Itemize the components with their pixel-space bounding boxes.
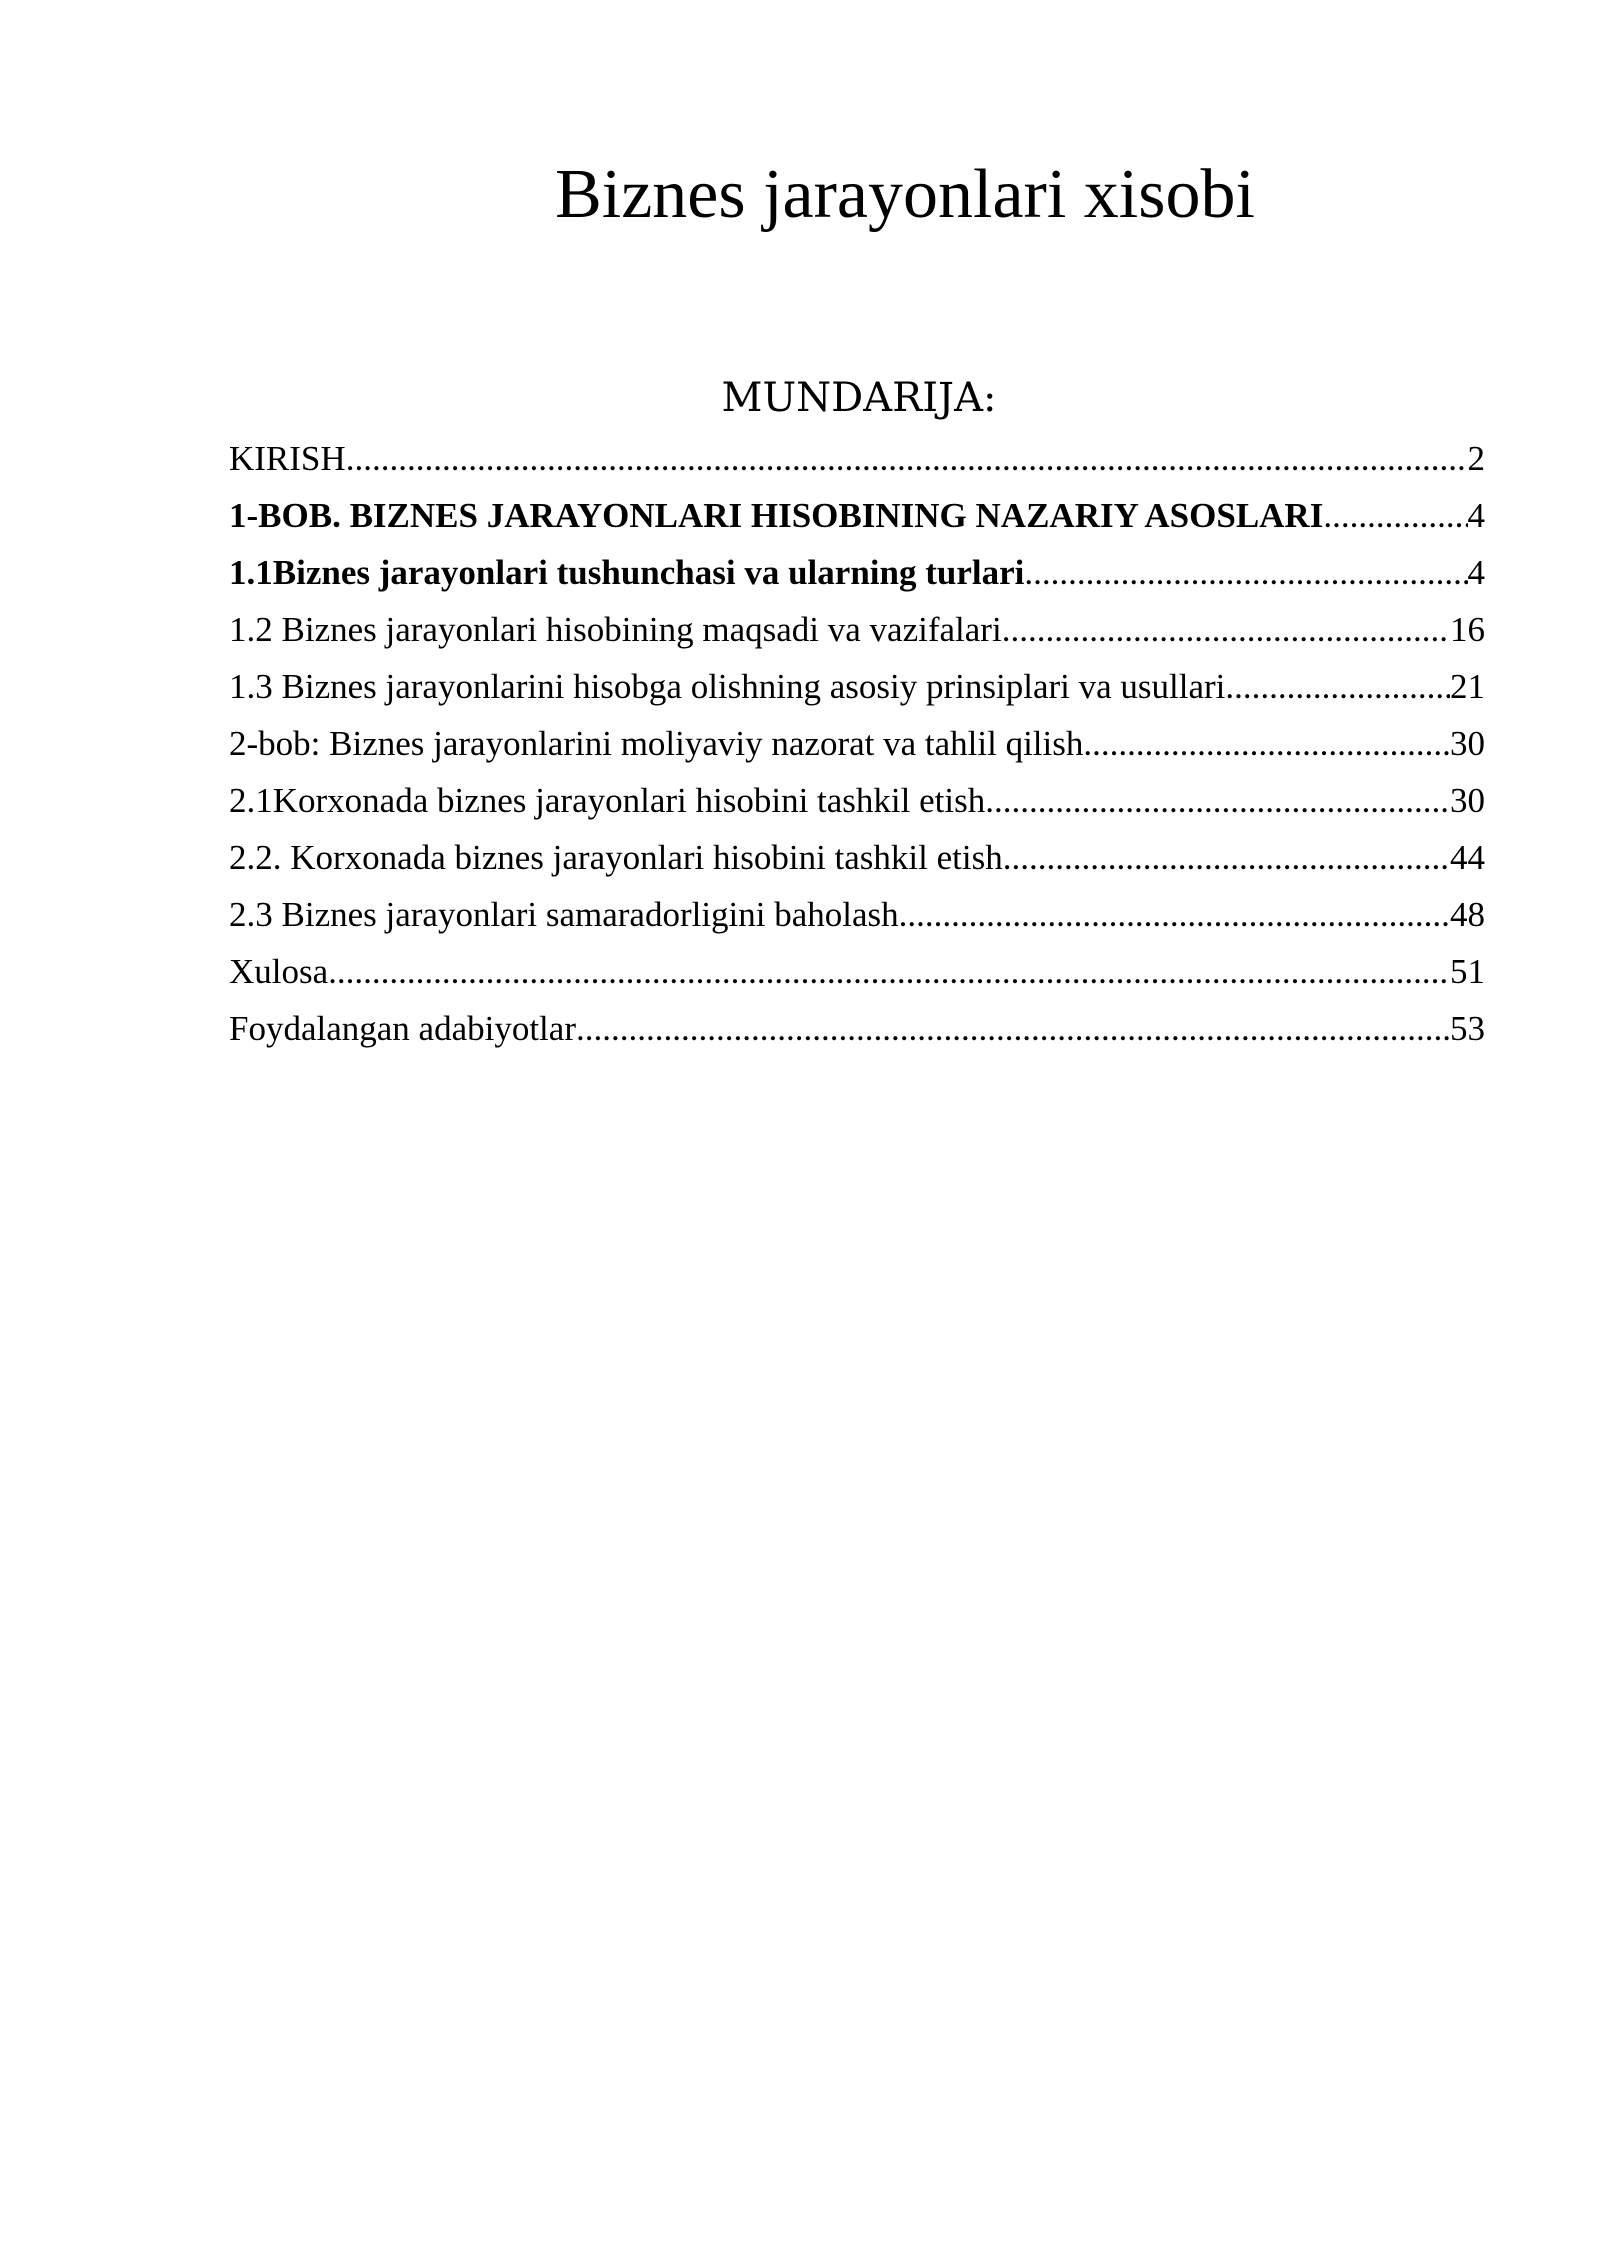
toc-entry xyxy=(229,772,1485,829)
toc-page-number: 53 xyxy=(1450,1009,1485,1048)
toc-entry xyxy=(229,658,1485,715)
toc-entry-title: Xulosa xyxy=(229,952,329,991)
toc-entry-title: 1.1Biznes jarayonlari tushunchasi va ularning turlari xyxy=(229,553,1025,592)
toc-dot-leader xyxy=(1225,658,1450,715)
toc-entry-title: Foydalangan adabiyotlar xyxy=(229,1009,576,1048)
toc-page-number: 30 xyxy=(1450,724,1485,763)
toc-entry xyxy=(229,601,1485,658)
toc-entry xyxy=(229,487,1485,544)
toc-dot-leader xyxy=(1024,544,1467,601)
toc-page-number: 16 xyxy=(1450,610,1485,649)
toc-entry-title: 2.1Korxonada biznes jarayonlari hisobini tashkil etish xyxy=(229,781,986,820)
toc-heading: MUNDARIJA: xyxy=(721,375,997,421)
toc-dot-leader xyxy=(1003,829,1450,886)
toc-dot-leader xyxy=(1323,487,1467,544)
toc-dot-leader xyxy=(1002,601,1450,658)
toc-dot-leader xyxy=(985,772,1450,829)
toc-page-number: 44 xyxy=(1450,838,1485,877)
table-of-contents xyxy=(229,430,1485,1057)
toc-page-number: 4 xyxy=(1467,553,1485,592)
toc-dot-leader xyxy=(576,1000,1450,1057)
toc-dot-leader xyxy=(346,430,1468,487)
toc-entry-title: 1-BOB. BIZNES JARAYONLARI HISOBINING NAZARIY ASOSLARI xyxy=(229,496,1324,535)
toc-page-number: 2 xyxy=(1467,439,1485,478)
toc-dot-leader xyxy=(328,943,1450,1000)
toc-entry-title: KIRISH xyxy=(229,439,346,478)
toc-entry xyxy=(229,544,1485,601)
toc-dot-leader xyxy=(1083,715,1450,772)
toc-entry-title: 1.3 Biznes jarayonlarini hisobga olishning asosiy prinsiplari va usullari xyxy=(229,667,1226,706)
toc-entry-title: 2.2. Korxonada biznes jarayonlari hisobini tashkil etish xyxy=(229,838,1003,877)
toc-entry xyxy=(229,430,1485,487)
toc-entry xyxy=(229,1000,1485,1057)
toc-entry-title: 2-bob: Biznes jarayonlarini moliyaviy nazorat va tahlil qilish xyxy=(229,724,1084,763)
toc-entry xyxy=(229,943,1485,1000)
document-title: Biznes jarayonlari xisobi xyxy=(555,156,1255,233)
toc-page-number: 21 xyxy=(1450,667,1485,706)
toc-page-number: 4 xyxy=(1467,496,1485,535)
toc-entry xyxy=(229,715,1485,772)
toc-entry-title: 1.2 Biznes jarayonlari hisobining maqsadi va vazifalari xyxy=(229,610,1002,649)
toc-page-number: 30 xyxy=(1450,781,1485,820)
toc-dot-leader xyxy=(899,886,1450,943)
toc-entry xyxy=(229,829,1485,886)
toc-entry xyxy=(229,886,1485,943)
toc-page-number: 48 xyxy=(1450,895,1485,934)
toc-page-number: 51 xyxy=(1450,952,1485,991)
toc-entry-title: 2.3 Biznes jarayonlari samaradorligini baholash xyxy=(229,895,899,934)
